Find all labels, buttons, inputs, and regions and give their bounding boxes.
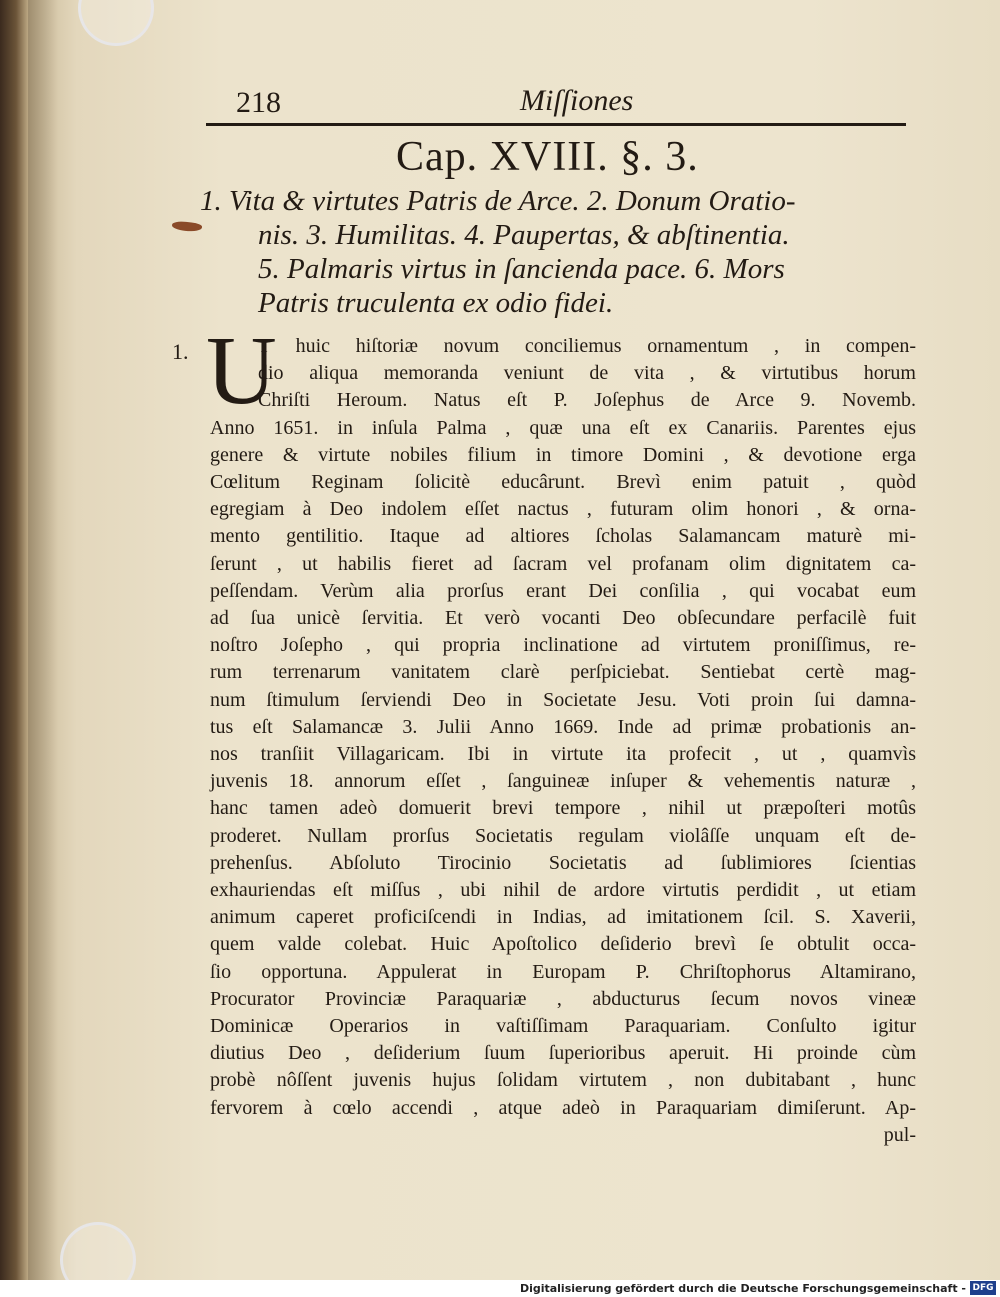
- text-line: nos tranſiit Villagaricam. Ibi in virtute ita profecit , ut , quamvìs: [210, 743, 916, 766]
- chapter-summary: [200, 184, 920, 320]
- text-line: tus eſt Salamancæ 3. Julii Anno 1669. Inde ad primæ probationis an-: [210, 715, 916, 738]
- funding-credit: Digitalisierung gefördert durch die Deutsche Forschungsgemeinschaft -: [519, 1282, 966, 1295]
- text-line: hanc tamen adeò domuerit brevi tempore , nihil ut præpoſteri motûs: [210, 797, 916, 820]
- text-line: diutius Deo , deſiderium ſuum ſuperioribus aperuit. Hi proinde cùm: [210, 1042, 916, 1065]
- text-line: probè nôſſent juvenis hujus ſolidam virtutem , non dubitabant , hunc: [210, 1069, 916, 1092]
- gutter-shadow: [28, 0, 58, 1280]
- text-line: ad ſua unicè ſervitia. Et verò vocanti Deo obſecundare perfacilè fuit: [210, 607, 916, 630]
- text-line: animum caperet proficiſcendi in Indias, ad imitationem ſcil. S. Xaverii,: [210, 906, 916, 929]
- body-text: [210, 333, 916, 1149]
- header-rule: [206, 123, 906, 126]
- text-line: ſio opportuna. Appulerat in Europam P. Chriſtophorus Altamirano,: [210, 960, 916, 983]
- text-line: Anno 1651. in inſula Palma , quæ una eſt ex Canariis. Parentes ejus: [210, 416, 916, 439]
- text-line: fervorem à cœlo accendi , atque adeò in Paraquariam dimiſerunt. Ap-: [210, 1096, 916, 1119]
- text-line: Procurator Provinciæ Paraquariæ , abducturus ſecum novos vineæ: [210, 987, 916, 1010]
- text-line: proderet. Nullam prorſus Societatis regulam violâſſe unquam eſt de-: [210, 824, 916, 847]
- summary-line: Patris truculenta ex odio fidei.: [258, 287, 614, 319]
- chapter-heading: Cap. XVIII. §. 3.: [396, 134, 699, 180]
- text-line: mento gentilitio. Itaque ad altiores ſcholas Salamancam maturè mi-: [210, 525, 916, 548]
- text-line: juvenis 18. annorum eſſet , ſanguineæ inſuper & vehementis naturæ ,: [210, 770, 916, 793]
- text-line: egregiam à Deo indolem eſſet nactus , futuram olim honori , & orna-: [210, 498, 916, 521]
- catchword: pul-: [883, 1123, 916, 1146]
- text-line: exhauriendas eſt miſſus , ubi nihil de ardore virtutis perdidit , ut etiam: [210, 879, 916, 902]
- text-line: num ſtimulum ſerviendi Deo in Societate Jesu. Voti proin ſui damna-: [210, 688, 916, 711]
- text-line: Chriſti Heroum. Natus eſt P. Joſephus de Arce 9. Novemb.: [258, 389, 916, 412]
- text-line: Dominicæ Operarios in vaſtiſſimam Paraquariam. Conſulto igitur: [210, 1015, 916, 1038]
- text-line: dio aliqua memoranda veniunt de vita , & virtutibus horum: [258, 362, 916, 385]
- dfg-logo-icon: DFG: [970, 1281, 996, 1295]
- text-line: Cœlitum Reginam ſolicitè educârunt. Brevì enim patuit , quòd: [210, 471, 916, 494]
- text-line: ſerunt , ut habilis fieret ad ſacram vel profanam olim dignitatem ca-: [210, 552, 916, 575]
- text-line: rum terrenarum vanitatem clarè perſpiciebat. Sentiebat certè mag-: [210, 661, 916, 684]
- text-line: quem valde colebat. Huic Apoſtolico deſiderio brevì ſe obtulit occa-: [210, 933, 916, 956]
- text-line: noſtro Joſepho , qui propria inclinatione ad virtutem proniſſimus, re-: [210, 634, 916, 657]
- text-line: prehenſus. Abſoluto Tirocinio Societatis ad ſublimiores ſcientias: [210, 851, 916, 874]
- text-line: peſſendam. Verùm alia prorſus erant Dei conſilia , qui vocabat eum: [210, 579, 916, 602]
- text-line: genere & virtute nobiles filium in timore Domini , & devotione erga: [210, 443, 916, 466]
- page-number: 218: [236, 86, 281, 119]
- paragraph-number: 1.: [172, 339, 189, 364]
- text-line: T huic hiſtoriæ novum conciliemus ornamentum , in compen-: [258, 335, 916, 357]
- summary-line: 5. Palmaris virtus in ſancienda pace. 6. Mors: [258, 253, 785, 285]
- summary-line: 1. Vita & virtutes Patris de Arce. 2. Donum Oratio-: [200, 185, 796, 217]
- running-head: Miſſiones: [520, 84, 634, 117]
- summary-line: nis. 3. Humilitas. 4. Paupertas, & abſtinentia.: [258, 219, 790, 251]
- drop-cap: U: [206, 317, 277, 425]
